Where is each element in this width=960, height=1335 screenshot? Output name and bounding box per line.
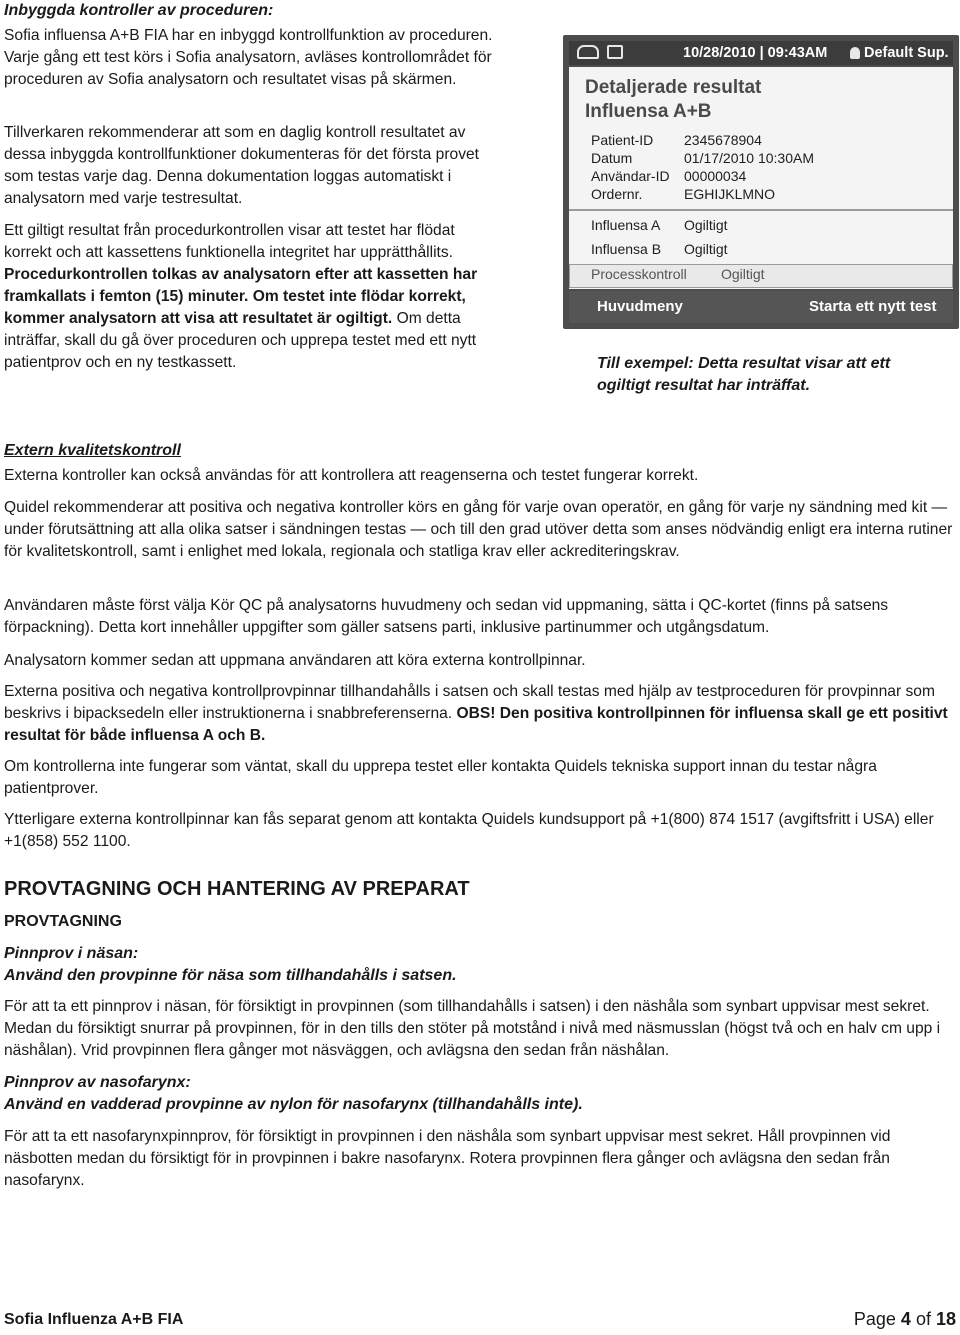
ext-paragraph-6: Om kontrollerna inte fungerar som väntat, skall du upprepa testet eller kontakta Quidels tekniska support innan du testar några patientprover. <box>4 758 877 797</box>
page-current: 4 <box>900 1309 911 1329</box>
screen-button-bar <box>569 291 953 323</box>
field-value-patient-id: 2345678904 <box>684 132 762 148</box>
screen-caption: Till exempel: Detta resultat visar att ett ogiltigt resultat har inträffat. <box>597 355 891 394</box>
main-menu-button[interactable]: Huvudmeny <box>597 298 683 315</box>
result-divider <box>569 209 953 211</box>
field-label-patient-id: Patient-ID <box>591 132 654 148</box>
naso-title: Pinnprov av nasofarynx: <box>4 1074 191 1091</box>
result-value-influenza-b: Ogiltigt <box>684 241 728 257</box>
screen-title: Detaljerade resultat <box>585 77 762 98</box>
status-user: Default Sup. <box>864 45 949 61</box>
ext-paragraph-5 <box>4 681 954 747</box>
field-label-date: Datum <box>591 150 633 166</box>
start-new-test-button[interactable]: Starta ett nytt test <box>809 298 937 315</box>
page-total: 18 <box>935 1309 956 1329</box>
user-icon <box>850 47 860 59</box>
section-heading-builtin-controls: Inbyggda kontroller av proceduren: <box>4 2 274 19</box>
nasal-subtitle: Använd den provpinne för näsa som tillhandahålls i satsen. <box>4 967 457 984</box>
ext-paragraph-1: Externa kontroller kan också användas för att kontrollera att reagenserna och testet fungerar korrekt. <box>4 467 699 484</box>
intro-paragraph-2 <box>4 122 504 210</box>
result-value-influenza-a: Ogiltigt <box>684 217 728 233</box>
field-label-order: Ordernr. <box>591 186 643 202</box>
device-screen <box>563 35 959 329</box>
result-label-influenza-a: Influensa A <box>591 217 661 233</box>
field-value-user-id: 00000034 <box>684 168 747 184</box>
field-label-user-id: Användar-ID <box>591 168 670 184</box>
process-control-label: Processkontroll <box>591 266 687 282</box>
process-control-value: Ogiltigt <box>721 266 765 282</box>
field-value-order: EGHIJKLMNO <box>684 186 776 202</box>
section-heading-external-qc: Extern kvalitetskontroll <box>4 442 181 459</box>
ext-text-5a: Externa positiva och negativa kontrollprovpinnar tillhandahålls i satsen och skall testas med hjälp av testproceduren för provpinnar som beskrivs i bipacksedeln eller instruktionerna i snabbreferenserna. <box>4 683 935 722</box>
page-prefix: Page <box>853 1309 896 1329</box>
intro-text-3c: Om detta inträffar, skall du gå över proceduren och upprepa testet med ett nytt patientprov och en ny testkassett. <box>4 310 477 371</box>
naso-paragraph: För att ta ett nasofarynxpinnprov, för försiktigt in provpinnen i den näshåla som synbart uppvisar mest sekret. Håll provpinnen vid näsbotten medan du försiktigt för in provpinnen i bakre nasofarynx. Rotera provpinnen flera gånger och avlägsna den sedan från nasofarynx. <box>4 1128 891 1189</box>
page-of: of <box>915 1309 931 1329</box>
ext-paragraph-4: Analysatorn kommer sedan att uppmana användaren att köra externa kontrollpinnar. <box>4 652 586 669</box>
intro-text-1: Sofia influensa A+B FIA har en inbyggd kontrollfunktion av proceduren. Varje gång ett test körs i Sofia analysatorn, avläses kontrollområdet för proceduren av Sofia analysatorn och resultatet visas på skärmen. <box>4 27 493 88</box>
subheading-sampling: PROVTAGNING <box>4 913 122 930</box>
result-label-influenza-b: Influensa B <box>591 241 662 257</box>
nasal-paragraph: För att ta ett pinnprov i näsan, för försiktigt in provpinnen (som tillhandahålls i satsen) i den näshåla som synbart uppvisar mest sekret. Medan du försiktigt snurrar på provpinnen, för in den tills den stöter på motstånd i nivå med näsmusslan (högst två och en halv cm upp i näshålan). Vrid provpinnen flera gånger mot näsväggen, och avlägsna den sedan från näshålan. <box>4 998 941 1059</box>
cassette-icon <box>577 45 599 59</box>
intro-text-3a: Ett giltigt resultat från procedurkontrollen visar att testet har flödat korrekt och att kassettens funktionella integritet har upprätthållits. <box>4 222 455 261</box>
intro-text-3b: Procedurkontrollen tolkas av analysatorn efter att kassetten har framkallats i femton (15) minuter. Om testet inte flödar korrekt, kommer analysatorn att visa att resultatet är ogiltigt. <box>4 266 478 327</box>
ext-paragraph-7: Ytterligare externa kontrollpinnar kan fås separat genom att kontakta Quidels kundsupport på +1(800) 874 1517 (avgiftsfritt i USA) eller +1(858) 552 1100. <box>4 811 934 850</box>
field-value-date: 01/17/2010 10:30AM <box>684 150 814 166</box>
naso-subtitle: Använd en vadderad provpinne av nylon för nasofarynx (tillhandahålls inte). <box>4 1096 583 1113</box>
nasal-title: Pinnprov i näsan: <box>4 945 139 962</box>
status-datetime: 10/28/2010 | 09:43AM <box>683 45 828 61</box>
footer-product-name: Sofia Influenza A+B FIA <box>4 1311 184 1328</box>
ext-text-5b: OBS! Den positiva kontrollpinnen för influensa skall ge ett positivt resultat för både influensa A och B. <box>4 705 948 744</box>
ext-paragraph-3: Användaren måste först välja Kör QC på analysatorns huvudmeny och sedan vid uppmaning, sätta i QC-kortet (finns på satsens förpackning). Detta kort innehåller uppgifter som gäller satsens parti, inklusive partinummer och utgångsdatum. <box>4 597 889 636</box>
intro-paragraph-3 <box>4 220 504 374</box>
card-icon <box>607 45 623 59</box>
screen-subtitle: Influensa A+B <box>585 101 712 122</box>
intro-text-2: Tillverkaren rekommenderar att som en daglig kontroll resultatet av dessa inbyggda kontrollfunktioner dokumenteras för det första provet som testas varje dag. Denna dokumentation loggas automatiskt i analysatorn med varje testresultat. <box>4 124 480 207</box>
intro-paragraph-1 <box>4 25 504 91</box>
section-heading-sampling: PROVTAGNING OCH HANTERING AV PREPARAT <box>4 878 470 900</box>
footer-page-number <box>854 1307 956 1331</box>
ext-paragraph-2: Quidel rekommenderar att positiva och negativa kontroller körs en gång för varje ovan operatör, en gång för varje ny sändning med kit — under förutsättning att alla olika satser i sändningen testas — och till den grad utöver detta som anses nödvändig enligt era interna rutiner för kvalitetskontroll, samt i enlighet med lokala, regionala och statliga krav eller ackrediteringskrav. <box>4 499 953 560</box>
